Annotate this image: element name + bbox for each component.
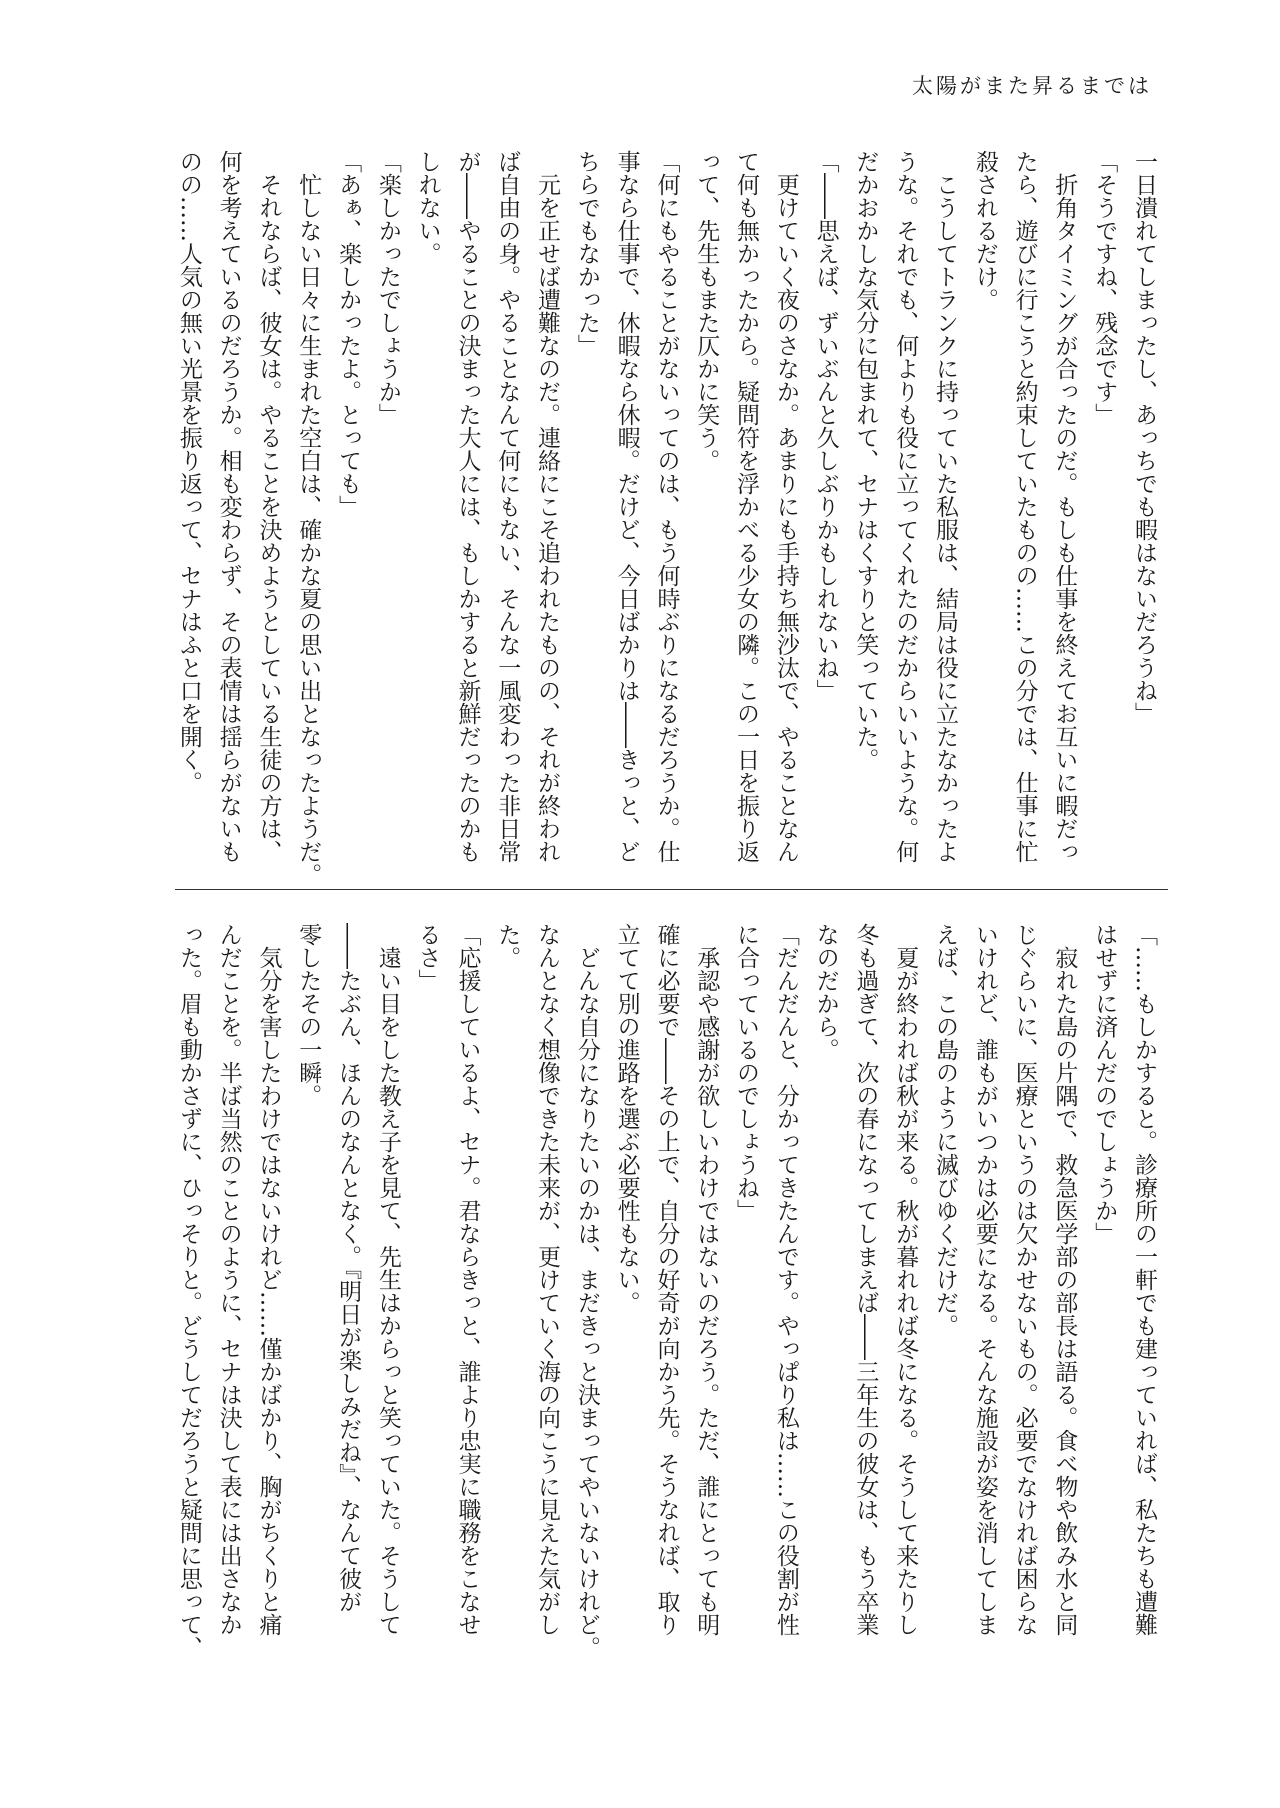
lower-text-block (168, 923, 1163, 1659)
text-column: 「だんだんと、分かってきたんです。やっぱり私は……この役割が性 (772, 923, 799, 1636)
text-column: って、先生もまた仄かに笑う。 (693, 150, 720, 472)
text-column: 「何にもやることがないってのは、もう何時ぶりになるだろうか。仕 (653, 150, 680, 863)
text-column: て何も無かったから。疑問符を浮かべる少女の隣。この一日を振り返 (733, 150, 760, 863)
text-column: 忙しない日々に生まれた空白は、確かな夏の思い出となったようだ。 (295, 150, 322, 886)
text-column: 確に必要で――その上で、自分の好奇が向かう先。そうなれば、取り (653, 923, 680, 1636)
text-column: 「そうですね、残念です」 (1091, 150, 1118, 426)
text-column: 事なら仕事で、休暇なら休暇。だけど、今日ばかりは――きっと、ど (613, 150, 640, 863)
text-column: が――やることの決まった大人には、もしかすると新鮮だったのかも (454, 150, 481, 863)
text-column: どんな自分になりたいのかは、まだきっと決まってやいないけれど。 (573, 923, 600, 1659)
text-column: じぐらいに、医療というのは欠かせないもの。必要でなければ困らな (1011, 923, 1038, 1636)
text-column: 立てて別の進路を選ぶ必要性もない。 (613, 923, 640, 1314)
text-column: 承認や感謝が欲しいわけではないのだろう。ただ、誰にとっても明 (693, 923, 720, 1636)
text-column: 零したその一瞬。 (295, 923, 322, 1107)
text-column: 「楽しかったでしょうか」 (374, 150, 401, 426)
text-column: 更けていく夜のさなか。あまりにも手持ち無沙汰で、やることなん (772, 150, 799, 863)
text-column: 気分を害したわけではないけれど……僅かばかり、胸がちくりと痛 (255, 923, 282, 1636)
text-column: った。眉も動かさずに、ひっそりと。どうしてだろうと疑問に思って、 (175, 923, 202, 1659)
text-column: 「……もしかすると。診療所の一軒でも建っていれば、私たちも遭難 (1131, 923, 1157, 1636)
text-column: 元を正せば遭難なのだ。連絡にこそ追われたものの、それが終われ (534, 150, 561, 863)
text-column: 夏が終われば秋が来る。秋が暮れれば冬になる。そうして来たりし (892, 923, 919, 1636)
text-column: 何を考えているのだろうか。相も変わらず、その表情は揺らがないも (215, 150, 242, 863)
text-column: 一日潰れてしまったし、あっちでも暇はないだろうね」 (1131, 150, 1157, 725)
text-column: なんとなく想像できた未来が、更けていく海の向こうに見えた気がし (534, 923, 561, 1636)
text-column: うな。それでも、何よりも役に立ってくれたのだからいいような。何 (892, 150, 919, 863)
upper-text-block (168, 150, 1163, 886)
text-column: に合っているのでしょうね」 (733, 923, 760, 1222)
section-divider (175, 889, 1168, 890)
running-title: 太陽がまた昇るまでは (912, 74, 1152, 98)
text-column: だかおかしな気分に包まれて、セナはくすりと笑っていた。 (852, 150, 879, 771)
text-column: えば、この島のように滅びゆくだけだ。 (932, 923, 959, 1337)
text-column: 寂れた島の片隅で、救急医学部の部長は語る。食べ物や飲み水と同 (1051, 923, 1078, 1636)
text-column: ――たぶん、ほんのなんとなく。『明日が楽しみだね』、なんて彼が (335, 923, 362, 1613)
text-column: 殺されるだけ。 (971, 150, 998, 311)
text-column: なのだから。 (812, 923, 839, 1061)
text-column: はせずに済んだのでしょうか」 (1091, 923, 1118, 1245)
text-column: しれない。 (414, 150, 441, 265)
text-column: 「あぁ、楽しかったよ。とっても」 (335, 150, 362, 518)
text-column: ちらでもなかった」 (573, 150, 600, 357)
text-column: それならば、彼女は。やることを決めようとしている生徒の方は、 (255, 150, 282, 863)
text-column: 折角タイミングが合ったのだ。もしも仕事を終えてお互いに暇だっ (1051, 150, 1078, 863)
text-column: た。 (494, 923, 521, 969)
text-column: 遠い目をした教え子を見て、先生はからっと笑っていた。そうして (374, 923, 401, 1636)
text-column: 冬も過ぎて、次の春になってしまえば――三年生の彼女は、もう卒業 (852, 923, 879, 1636)
text-column: るさ」 (414, 923, 441, 992)
text-column: のの……人気の無い光景を振り返って、セナはふと口を開く。 (175, 150, 202, 794)
text-column: たら、遊びに行こうと約束していたものの……この分では、仕事に忙 (1011, 150, 1038, 863)
text-column: こうしてトランクに持っていた私服は、結局は役に立たなかったよ (932, 150, 959, 863)
text-column: 「応援しているよ、セナ。君ならきっと、誰より忠実に職務をこなせ (454, 923, 481, 1636)
text-column: ば自由の身。やることなんて何にもない、そんな一風変わった非日常 (494, 150, 521, 863)
text-column: 「――思えば、ずいぶんと久しぶりかもしれないね」 (812, 150, 839, 702)
text-column: いけれど、誰もがいつかは必要になる。そんな施設が姿を消してしま (971, 923, 998, 1636)
text-column: んだことを。半ば当然のことのように、セナは決して表には出さなか (215, 923, 242, 1636)
